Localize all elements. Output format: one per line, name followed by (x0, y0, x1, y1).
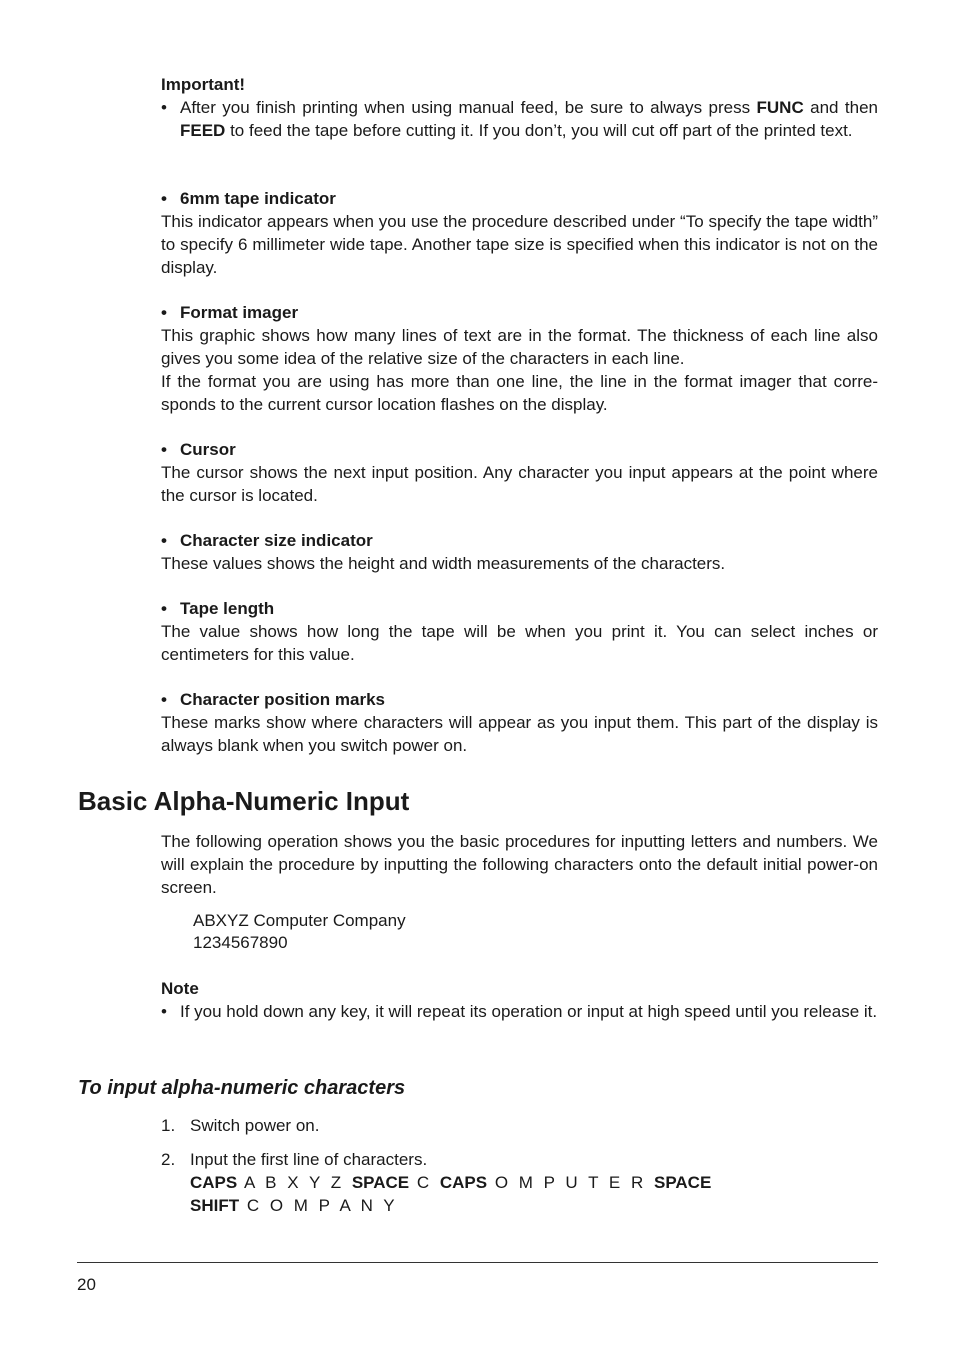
key-name: CAPS (190, 1173, 238, 1192)
item-character-size-indicator (161, 529, 878, 575)
bullet-marker: • (161, 599, 167, 618)
bullet-marker: • (161, 531, 167, 550)
key-name: SPACE (351, 1173, 410, 1192)
item-title: 6mm tape indicator (180, 189, 336, 208)
bullet-marker: • (161, 303, 167, 322)
item-title: Cursor (180, 440, 236, 459)
step-1 (161, 1114, 878, 1137)
footer-rule (77, 1262, 878, 1263)
item-format-imager (161, 301, 878, 416)
bullet-marker: • (161, 98, 167, 117)
item-paragraph: This indicator appears when you use the procedure described under “To specify the tape width” to specify 6 millimeter wide tape. Another tape size is specified when this indicator is not on the display. (161, 212, 878, 277)
sample-line-1: ABXYZ Computer Company (193, 911, 406, 930)
key-name: CAPS (439, 1173, 488, 1192)
item-title: Character position marks (180, 690, 386, 709)
key-name: SPACE (653, 1173, 712, 1192)
step-number: 2. (161, 1150, 176, 1169)
bullet-marker: • (161, 690, 167, 709)
item-title: Tape length (180, 599, 275, 618)
item-paragraph: If the format you are using has more than one line, the line in the format imager that corre-sponds to the current cursor location flashes on the display. (161, 372, 878, 414)
step-2 (161, 1148, 878, 1217)
item-6mm-tape-indicator (161, 187, 878, 279)
important-block (161, 73, 878, 142)
subsection-title: To input alpha-numeric characters (78, 1077, 406, 1099)
item-paragraph: The cursor shows the next input position. Any character you input appears at the point where the cursor is located. (161, 463, 878, 505)
item-title: Format imager (180, 303, 299, 322)
section-intro: The following operation shows you the basic procedures for inputting letters and numbers. We will explain the procedure by inputting the following characters onto the default initial power-on screen. (161, 832, 878, 897)
important-text-1: After you finish printing when using manual feed, be sure to always press (180, 98, 757, 117)
important-bullet (161, 96, 878, 142)
key-characters: C (409, 1173, 440, 1192)
key-characters: O M P U T E R (487, 1173, 654, 1192)
bullet-marker: • (161, 1002, 167, 1021)
item-title: Character size indicator (180, 531, 373, 550)
section-title: Basic Alpha-Numeric Input (78, 786, 410, 816)
key-func: FUNC (756, 98, 804, 117)
note-block (161, 977, 878, 1023)
item-tape-length (161, 597, 878, 666)
item-paragraph: This graphic shows how many lines of text are in the format. The thickness of each line also gives you some idea of the relative size of the characters in each line. (161, 326, 878, 368)
step-number: 1. (161, 1116, 176, 1135)
important-text-3: to feed the tape before cutting it. If you don’t, you will cut off part of the printed text. (225, 121, 853, 140)
sample-line-2: 1234567890 (193, 933, 288, 952)
item-character-position-marks (161, 688, 878, 757)
note-text: If you hold down any key, it will repeat its operation or input at high speed until you release it. (180, 1002, 878, 1021)
key-sequence-line-1 (190, 1171, 878, 1194)
step-text: Switch power on. (190, 1116, 320, 1135)
key-sequence-line-2 (190, 1194, 878, 1217)
item-paragraph: The value shows how long the tape will be when you print it. You can select inches or centimeters for this value. (161, 622, 878, 664)
item-paragraph: These marks show where characters will appear as you input them. This part of the display is always blank when you switch power on. (161, 713, 878, 755)
bullet-marker: • (161, 440, 167, 459)
note-heading: Note (161, 979, 199, 998)
key-characters: C O M P A N Y (239, 1196, 398, 1215)
item-paragraph: These values shows the height and width measurements of the characters. (161, 554, 726, 573)
key-characters: A B X Y Z (237, 1173, 352, 1192)
item-cursor (161, 438, 878, 507)
key-feed: FEED (180, 121, 226, 140)
page-number: 20 (77, 1275, 96, 1294)
important-heading: Important! (161, 75, 246, 94)
bullet-marker: • (161, 189, 167, 208)
step-text: Input the first line of characters. (190, 1150, 428, 1169)
important-text-2: and then (803, 98, 878, 117)
key-name: SHIFT (190, 1196, 240, 1215)
